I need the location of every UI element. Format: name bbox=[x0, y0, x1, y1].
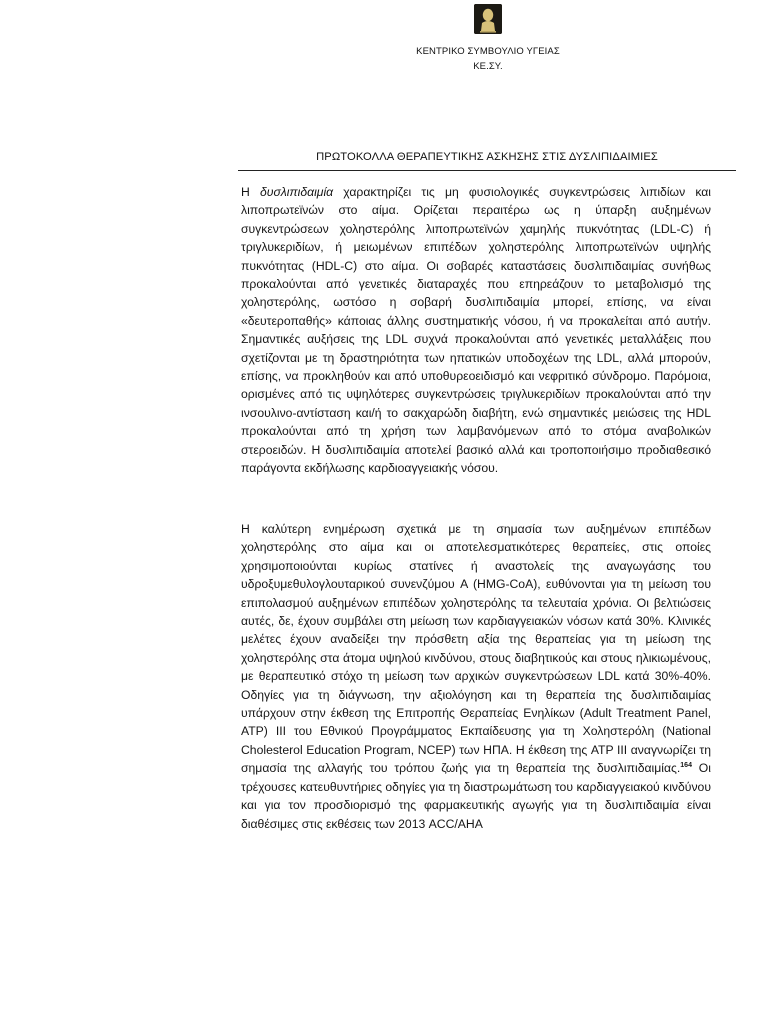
title-divider bbox=[238, 170, 736, 171]
paragraph-1-start: Η bbox=[241, 185, 260, 199]
paragraph-1-body: χαρακτηρίζει τις μη φυσιολογικές συγκεντρώσεις λιπιδίων και λιποπρωτεϊνών στο αίμα. Ορίζεται περαιτέρω ως η ύπαρξη αυξημένων συγκεντρώσεων χοληστερόλης λιποπρωτεϊνών χαμηλής πυκνότητας (LDL-C) ή τριγλυκεριδίων, ή μειωμένων επιπέδων χοληστερόλης λιποπρωτεϊνών υψηλής πυκνότητας (HDL-C) στο αίμα. Οι σοβαρές καταστάσεις δυσλιπιδαιμίας συνήθως προκαλούνται από γενετικές διαταραχές που επηρεάζουν το μεταβολισμό της χοληστερόλης, ωστόσο η σοβαρή δυσλιπιδαιμία μπορεί, επίσης, να είναι «δευτεροπαθής» κάποιας άλλης συστηματικής νόσου, ή να προκαλείται από αυτήν. Σημαντικές αυξήσεις της LDL συχνά προκαλούνται από γενετικές μεταλλάξεις που σχετίζονται με τη δραστηριότητα των ηπατικών υποδοχέων της LDL, αλλά μπορούν, επίσης, να προκληθούν και από υποθυρεοειδισμό και νεφριτικό σύνδρομο. Παρόμοια, ορισμένες από τις υψηλότερες συγκεντρώσεις τριγλυκεριδίων προκαλούνται από την ινσουλινο-αντίσταση και/ή το σακχαρώδη διαβήτη, ενώ σημαντικές μειώσεις της HDL προκαλούνται από τη χρήση των λαμβανόμενων από το στόμα αναβολικών στεροειδών. Η δυσλιπιδαιμία αποτελεί βασικό αλλά και τροποποιήσιμο προδιαθεσικό παράγοντα εκδήλωσης καρδιοαγγειακής νόσου. bbox=[241, 185, 712, 476]
paragraph-2-body: Η καλύτερη ενημέρωση σχετικά με τη σημασία των αυξημένων επιπέδων χοληστερόλης στο αίμα και οι αποτελεσματικότερες θεραπείες, στις οποίες χρησιμοποιούνται κυρίως στατίνες ή αναστολείς της αναγωγάσης του υδροξυμεθυλογλουταρικού συνενζύμου A (HMG-CoA), ευθύνονται για τη μείωση του επιπολασμού αυξημένων επιπέδων χοληστερόλης τα τελευταία χρόνια. Οι βελτιώσεις αυτές, δε, έχουν συμβάλει στη μείωση των καρδιαγγειακών νόσων κατά 30%. Κλινικές μελέτες έχουν αναδείξει την πρόσθετη αξία της θεραπείας για τη μείωση της χοληστερόλης στα άτομα υψηλού κινδύνου, στους διαβητικούς και στους ηλικιωμένους, με θεραπευτικό στόχο τη μείωση των αρχικών συγκεντρώσεων LDL κατά 30%-40%. Οδηγίες για τη διάγνωση, την αξιολόγηση και τη θεραπεία της δυσλιπιδαιμίας υπάρχουν στην έκθεση της Επιτροπής Θεραπείας Ενηλίκων (Adult Treatment Panel, ATP) III του Εθνικού Προγράμματος Εκπαίδευσης για τη Χοληστερόλη (National Cholesterol Education Program, NCEP) των ΗΠΑ. Η έκθεση της ATP III αναγνωρίζει τη σημασία της αλλαγής του τρόπου ζωής για τη θεραπεία της δυσλιπιδαιμίας. bbox=[241, 522, 711, 776]
emblem-logo-icon bbox=[474, 4, 502, 34]
org-name: ΚΕΝΤΡΙΚΟ ΣΥΜΒΟΥΛΙΟ ΥΓΕΙΑΣ bbox=[416, 46, 560, 57]
paragraph-2 bbox=[241, 520, 711, 833]
paragraph-1 bbox=[241, 183, 711, 478]
paragraph-1-term: δυσλιπιδαιμία bbox=[259, 185, 334, 199]
org-abbreviation: ΚΕ.ΣΥ. bbox=[473, 61, 503, 72]
citation-reference: 164 bbox=[680, 762, 692, 770]
header bbox=[0, 44, 768, 74]
document-title: ΠΡΩΤΟΚΟΛΛΑ ΘΕΡΑΠΕΥΤΙΚΗΣ ΑΣΚΗΣΗΣ ΣΤΙΣ ΔΥΣΛΙΠΙΔΑΙΜΙΕΣ bbox=[316, 151, 658, 163]
paragraph-2-tail: Οι τρέχουσες κατευθυντήριες οδηγίες για τη διαστρωμάτωση του καρδιαγγειακού κινδύνου και για τον προσδιορισμό της φαρμακευτικής αγωγής για τη δυσλιπιδαιμία είναι διαθέσιμες στις εκθέσεις των 2013 ACC/AHA bbox=[241, 761, 711, 831]
